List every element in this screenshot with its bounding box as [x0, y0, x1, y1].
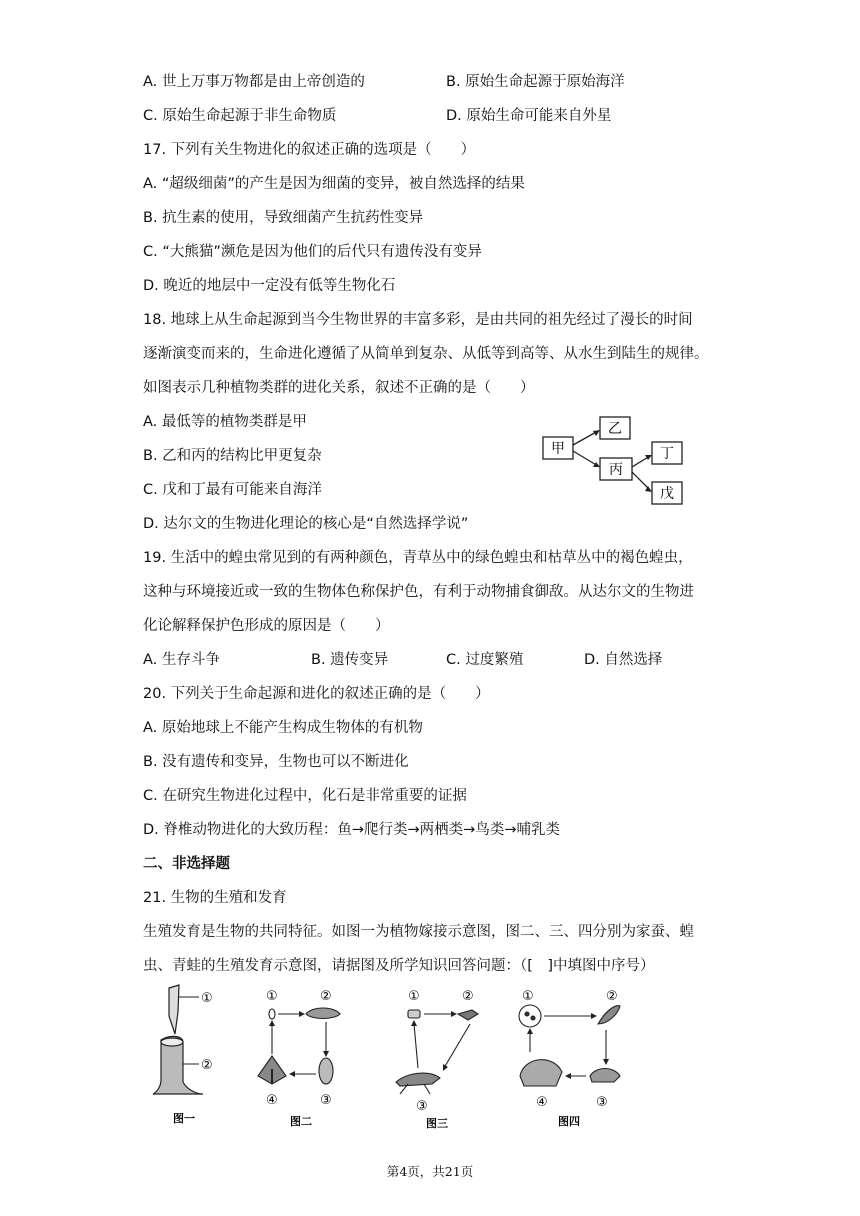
q19-stem-line2: 这种与环境接近或一致的生物体色称保护色，有利于动物捕食御敌。从达尔文的生物进 [143, 584, 694, 600]
locust-nymph [458, 1010, 478, 1020]
fig3-label-3: ③ [416, 1099, 428, 1114]
fig1-caption: 图一 [173, 1112, 195, 1125]
footer-prefix: 第 [386, 1164, 400, 1179]
q17-stem: 17. 下列有关生物进化的叙述正确的选项是（ ） [143, 142, 476, 158]
label-jia: 甲 [551, 441, 565, 457]
q17-option-c: C. “大熊猫”濒危是因为他们的后代只有遗传没有变异 [143, 244, 482, 260]
label-yi: 乙 [608, 421, 622, 437]
fig4-caption: 图四 [558, 1115, 580, 1128]
q18-stem-line1: 18. 地球上从生命起源到当今生物世界的丰富多彩，是由共同的祖先经过了漫长的时间 [143, 312, 693, 328]
locust-adult [396, 1073, 440, 1086]
q16-option-b: B. 原始生命起源于原始海洋 [446, 74, 625, 90]
figure-frog [510, 984, 638, 1130]
silkworm-egg [269, 1009, 275, 1019]
q18-stem-line2: 逐渐演变而来的，生命进化遵循了从简单到复杂、从低等到高等、从水生到陆生的规律。 [143, 346, 709, 362]
label-wu: 戊 [660, 486, 674, 502]
fig2-label-2: ② [320, 989, 332, 1004]
fig2-label-3: ③ [320, 1093, 332, 1108]
q19-option-c: C. 过度繁殖 [446, 652, 524, 668]
q19-stem-line1: 19. 生活中的蝗虫常见到的有两种颜色，青草丛中的绿色蝗虫和枯草丛中的褐色蝗虫， [143, 550, 693, 566]
q19-stem-line3: 化论解释保护色形成的原因是（ ） [143, 618, 390, 634]
locust-eggs [408, 1010, 420, 1018]
q17-option-b: B. 抗生素的使用，导致细菌产生抗药性变异 [143, 210, 424, 226]
q20-option-c: C. 在研究生物进化过程中，化石是非常重要的证据 [143, 788, 467, 804]
q19-option-b: B. 遗传变异 [311, 652, 389, 668]
fig3-label-1: ① [408, 989, 420, 1004]
froglet [590, 1069, 620, 1083]
fig2-label-4: ④ [266, 1093, 278, 1108]
fig4-label-4: ④ [536, 1095, 548, 1110]
q17-option-d: D. 晚近的地层中一定没有低等生物化石 [143, 278, 396, 294]
figure-silkworm [250, 984, 360, 1130]
q18-option-a: A. 最低等的植物类群是甲 [143, 414, 307, 430]
q18-option-b: B. 乙和丙的结构比甲更复杂 [143, 448, 322, 464]
silkworm-larva [306, 1008, 340, 1019]
tadpole [598, 1006, 620, 1024]
fig2-label-1: ① [266, 989, 278, 1004]
page-number: 4 [399, 1164, 408, 1179]
footer-mid: 页，共 [407, 1164, 445, 1179]
section-heading: 二、非选择题 [143, 856, 230, 872]
fig1-label-1: ① [201, 991, 213, 1006]
q20-option-d: D. 脊椎动物进化的大致历程：鱼→爬行类→两栖类→鸟类→哺乳类 [143, 822, 560, 838]
q21-title: 21. 生物的生殖和发育 [143, 890, 287, 906]
fig4-label-2: ② [606, 989, 618, 1004]
q16-option-a: A. 世上万事万物都是由上帝创造的 [143, 74, 365, 90]
figure-locust [388, 984, 493, 1132]
label-ding: 丁 [660, 446, 674, 462]
q17-option-a: A. “超级细菌”的产生是因为细菌的变异，被自然选择的结果 [143, 176, 525, 192]
adult-frog [520, 1060, 562, 1086]
q20-stem: 20. 下列关于生命起源和进化的叙述正确的是（ ） [143, 686, 490, 702]
total-pages: 21 [444, 1164, 461, 1179]
fig3-label-2: ② [462, 989, 474, 1004]
q16-option-d: D. 原始生命可能来自外星 [446, 108, 612, 124]
page-footer [0, 1162, 860, 1180]
scion-shape [169, 985, 179, 1034]
q19-option-d: D. 自然选择 [584, 652, 663, 668]
q18-option-d: D. 达尔文的生物进化理论的核心是“自然选择学说” [143, 516, 469, 532]
q20-option-a: A. 原始地球上不能产生构成生物体的有机物 [143, 720, 423, 736]
q20-option-b: B. 没有遗传和变异，生物也可以不断进化 [143, 754, 409, 770]
plant-evolution-diagram [540, 412, 700, 512]
silkworm-pupa [319, 1058, 333, 1084]
q16-option-c: C. 原始生命起源于非生命物质 [143, 108, 337, 124]
fig3-caption: 图三 [426, 1117, 448, 1130]
figure-grafting [145, 982, 225, 1128]
footer-suffix: 页 [460, 1164, 474, 1179]
q18-stem-line3: 如图表示几种植物类群的进化关系，叙述不正确的是（ ） [143, 380, 535, 396]
q19-option-a: A. 生存斗争 [143, 652, 220, 668]
q18-option-c: C. 戊和丁最有可能来自海洋 [143, 482, 322, 498]
q21-paragraph-line2: 虫、青蛙的生殖发育示意图，请据图及所学知识回答问题：（[ ]中填图中序号） [143, 958, 655, 974]
fig4-label-3: ③ [596, 1095, 608, 1110]
frog-egg-mass [519, 1005, 541, 1027]
fig1-label-2: ② [201, 1058, 213, 1073]
fig2-caption: 图二 [290, 1115, 312, 1128]
fig4-label-1: ① [522, 989, 534, 1004]
q21-paragraph-line1: 生殖发育是生物的共同特征。如图一为植物嫁接示意图，图二、三、四分别为家蚕、蝗 [143, 924, 694, 940]
label-bing: 丙 [609, 462, 623, 478]
